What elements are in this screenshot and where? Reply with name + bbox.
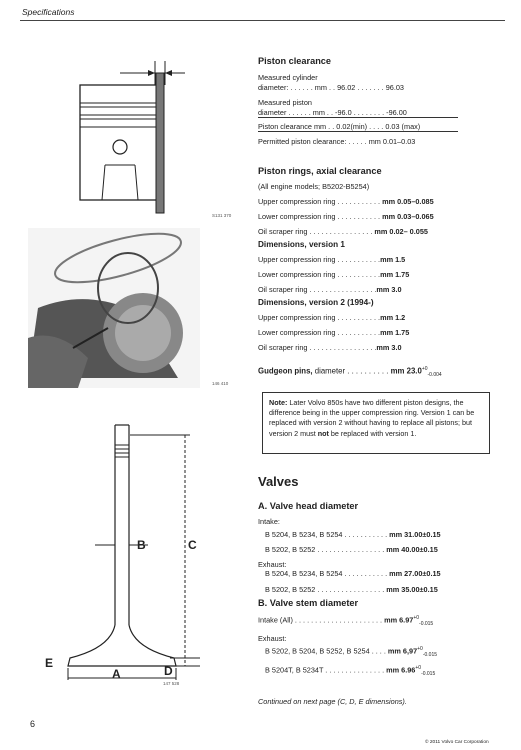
version1-title: Dimensions, version 1 [258,240,345,249]
version2-title: Dimensions, version 2 (1994-) [258,298,374,307]
v2-row: Upper compression ring . . . . . . . . . . .mm 1.2 [258,313,406,322]
piston-ring-photo [28,228,200,388]
valve-label-c: C [188,538,197,552]
page-number: 6 [30,719,36,729]
stem-intake-row: Intake (All) . . . . . . . . . . . . . . . . . . . . . . mm $6.97^{+0}_{-0.015}$ [258,615,434,627]
intake-label: Intake: [258,517,280,526]
cyl-label: Measured cylinder [258,73,318,82]
piston-clearance-title: Piston clearance [258,56,332,66]
ring-row: Lower compression ring . . . . . . . . . . . mm 0.03–0.065 [258,212,434,221]
piston-row: diameter . . . . . . mm . . -96.0 . . . . . . . . -96.00 [258,108,458,118]
v1-row: Oil scraper ring . . . . . . . . . . . . . . . . .mm 3.0 [258,285,402,294]
valve-label-d: D [164,664,173,678]
valve-label-a: A [112,667,121,681]
continued-note: Continued on next page (C, D, E dimensions). [258,697,407,706]
piston-rings-title: Piston rings, axial clearance [258,166,382,176]
exhaust-row: B 5202, B 5252 . . . . . . . . . . . . . . . . . mm 35.00±0.15 [265,585,438,594]
ring-row: Upper compression ring . . . . . . . . . . . mm 0.05–0.085 [258,197,434,206]
valve-label-b: B [137,538,146,552]
intake-row: B 5202, B 5252 . . . . . . . . . . . . . . . . . mm 40.00±0.15 [265,545,438,554]
intake-row: B 5204, B 5234, B 5254 . . . . . . . . . . . mm 31.00±0.15 [265,530,441,539]
piston-rings-subtitle: (All engine models; B5202-B5254) [258,182,370,191]
note-box: Note: Later Volvo 850s have two different piston designs, the difference being in the upper compression ring. Version 1 can be replaced with version 2 without having to replace all pistons; but version 2 must not be replaced with version 1. [262,392,490,454]
stem-exhaust-row: B 5204T, B 5234T . . . . . . . . . . . . . . . mm $6.96^{+0}_{-0.015}$ [265,665,436,677]
v1-row: Lower compression ring . . . . . . . . . . .mm 1.75 [258,270,410,279]
valve-diagram [40,420,210,680]
copyright: © 2011 Volvo Car Corporation [425,740,489,745]
piston-label: Measured piston [258,98,312,107]
stem-exhaust-row: B 5202, B 5204, B 5252, B 5254 . . . . mm $6,97^{+0}_{-0.015}$ [265,646,438,658]
valve-label-e: E [45,656,54,670]
figure-ref-1: S131 370 [212,213,232,218]
v1-row: Upper compression ring . . . . . . . . . . .mm 1.5 [258,255,406,264]
header-rule [20,20,505,21]
cyl-row: diameter: . . . . . . mm . . 96.02 . . . . . . . 96.03 [258,83,404,92]
v2-row: Lower compression ring . . . . . . . . . . .mm 1.75 [258,328,410,337]
stem-exhaust-label: Exhaust: [258,634,287,643]
valves-title: Valves [258,474,299,489]
exhaust-label: Exhaust: [258,560,287,569]
valve-head-title: A. Valve head diameter [258,501,359,511]
permitted-row: Permitted piston clearance: . . . . . mm 0.01–0.03 [258,137,416,146]
exhaust-row: B 5204, B 5234, B 5254 . . . . . . . . . . . mm 27.00±0.15 [265,569,441,578]
v2-row: Oil scraper ring . . . . . . . . . . . . . . . . .mm 3.0 [258,343,402,352]
figure-ref-2: 146 410 [212,381,229,386]
gudgeon-row: Gudgeon pins, diameter . . . . . . . . . . mm $23.0^{+0}_{-0.004}$ [258,366,442,379]
figure-ref-3: 147 528 [163,681,180,686]
clearance-row: Piston clearance mm . . 0.02(min) . . . . 0.03 (max) [258,122,458,132]
ring-row: Oil scraper ring . . . . . . . . . . . . . . . . mm 0.02– 0.055 [258,227,428,236]
page-header-title: Specifications [22,7,75,17]
valve-stem-title: B. Valve stem diameter [258,598,359,608]
piston-diagram [60,55,190,225]
